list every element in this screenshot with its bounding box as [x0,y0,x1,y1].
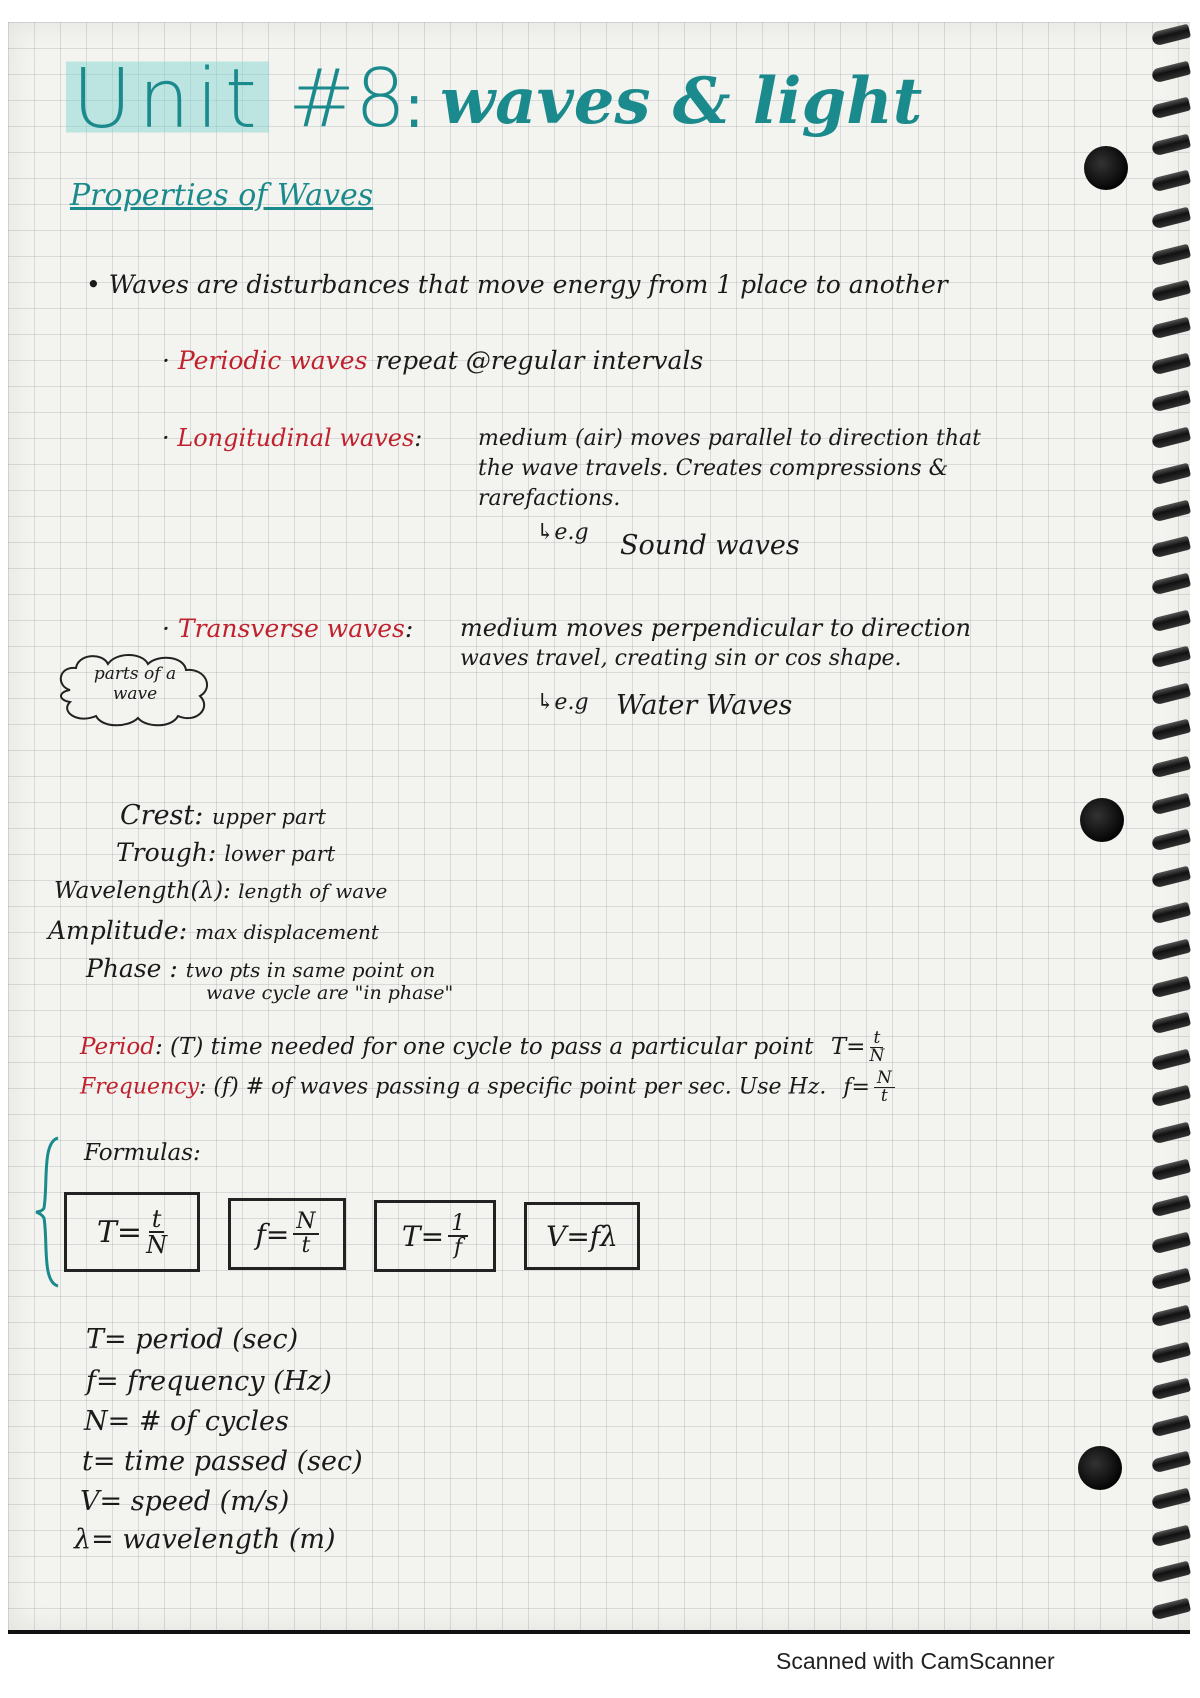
formulas-label: Formulas: [84,1140,201,1166]
term-periodic: Periodic waves [177,346,368,375]
cloud-label-line-1: parts of a [93,664,177,684]
spiral-coil [1151,170,1191,193]
spiral-coil [1151,792,1191,815]
spiral-coil [1151,207,1191,230]
part-amplitude [48,916,379,945]
part-term: Trough: [116,838,217,867]
formula-lhs: T= [401,1219,445,1253]
term-period: Period [80,1034,155,1060]
part-trough [116,838,335,867]
spiral-coil [1151,536,1191,559]
period-fraction [869,1030,884,1065]
fraction-denominator: N [146,1231,168,1259]
spiral-coil [1151,243,1191,266]
fraction-numerator: t [149,1207,165,1233]
spiral-coil [1151,24,1191,47]
spiral-coil [1151,1122,1191,1145]
intro-bullet-text: Waves are disturbances that move energy from 1 place to another [108,270,948,299]
part-def: max displacement [195,920,379,944]
part-term: Amplitude: [48,916,188,945]
part-term: Phase : [86,954,178,983]
variable-period: T= period (sec) [86,1324,299,1355]
term-frequency: Frequency [80,1074,199,1100]
spiral-coil [1151,353,1191,376]
fraction-numerator: t [870,1030,883,1048]
formula-box-period [64,1192,200,1272]
spiral-coil [1151,682,1191,705]
spiral-coil [1151,1268,1191,1291]
spiral-coil [1151,975,1191,998]
variable-speed: V= speed (m/s) [80,1486,290,1517]
spiral-coil [1151,646,1191,669]
spiral-coil [1151,573,1191,596]
spiral-coil [1151,390,1191,413]
spiral-coil [1151,1195,1191,1218]
page-edge [8,1630,1190,1634]
longitudinal-line-1: medium (air) moves parallel to direction that [478,426,981,451]
spiral-coil [1151,1414,1191,1437]
bullet-periodic: · Periodic waves repeat @regular intervals [162,346,704,375]
spiral-coil [1151,463,1191,486]
formula-fraction [146,1207,167,1257]
spiral-coil [1151,60,1191,83]
punch-hole [1084,146,1128,190]
formula-fraction [293,1211,318,1257]
spiral-coil [1151,756,1191,779]
part-def: length of wave [238,879,388,903]
transverse-example: Water Waves [616,690,793,721]
spiral-coil [1151,939,1191,962]
period-line [80,1030,884,1065]
scanner-watermark: Scanned with CamScanner [776,1648,1055,1674]
spiral-coil [1151,280,1191,303]
part-wavelength [54,878,387,904]
spiral-coil [1151,609,1191,632]
part-def: lower part [224,842,336,866]
frequency-text: : (f) # of waves passing a specific point per sec. Use Hz. [199,1074,827,1100]
formula-fraction [448,1213,468,1259]
fraction-numerator: N [293,1211,318,1235]
variable-wavelength: λ= wavelength (m) [74,1524,336,1555]
spiral-coil [1151,719,1191,742]
spiral-coil [1151,1231,1191,1254]
spiral-coil [1151,1048,1191,1071]
spiral-coil [1151,1451,1191,1474]
title-colon: : [404,72,425,142]
fraction-denominator: t [301,1233,311,1258]
transverse-line-1: medium moves perpendicular to direction [460,614,971,642]
spiral-coil [1151,1085,1191,1108]
title-number: #8 [288,52,406,145]
fraction-numerator: 1 [448,1213,468,1237]
fraction-numerator: N [874,1070,895,1088]
longitudinal-line-3: rarefactions. [478,486,621,511]
spiral-coil [1151,865,1191,888]
longitudinal-example: Sound waves [620,530,800,561]
longitudinal-eg: ↳e.g [536,520,589,545]
formula-lhs: T= [96,1214,143,1250]
spiral-coil [1151,1488,1191,1511]
spiral-coil [1151,133,1191,156]
frequency-formula-lhs: f= [843,1074,870,1100]
part-def: upper part [211,805,326,829]
section-heading: Properties of Waves [70,178,374,213]
term-longitudinal: Longitudinal waves [177,424,415,452]
spiral-coil [1151,499,1191,522]
formula-box-speed: V=fλ [524,1202,640,1270]
part-term: Wavelength(λ): [54,878,231,904]
cloud-label [60,664,210,704]
formula-lhs: f= [255,1217,290,1251]
spiral-coil [1151,1597,1191,1620]
period-formula-lhs: T= [830,1034,866,1060]
spiral-coil [1151,1305,1191,1328]
variable-time: t= time passed (sec) [82,1446,363,1477]
title-unit: Unit [66,52,269,147]
bullet-transverse: · Transverse waves: [162,614,414,643]
spiral-coil [1151,902,1191,925]
punch-hole [1080,798,1124,842]
transverse-colon: : [404,614,414,643]
variable-frequency: f= frequency (Hz) [86,1366,332,1397]
spiral-coil [1151,426,1191,449]
spiral-coil [1151,829,1191,852]
fraction-denominator: t [880,1086,888,1106]
spiral-coil [1151,1524,1191,1547]
spiral-coil [1151,1158,1191,1181]
part-crest [120,800,326,831]
fraction-denominator: N [869,1046,885,1066]
part-phase [86,954,435,983]
intro-bullet: • Waves are disturbances that move energy from 1 place to another [86,270,948,299]
title-topic: waves & light [440,64,923,139]
periodic-text: repeat @regular intervals [375,346,704,375]
spiral-coil [1151,97,1191,120]
formulas-brace [32,1134,66,1290]
spiral-binding [1150,22,1196,1622]
formula-box-inverse [374,1200,496,1272]
phase-line-2: wave cycle are "in phase" [206,982,454,1004]
longitudinal-colon: : [414,424,423,452]
longitudinal-line-2: the wave travels. Creates compressions & [478,456,949,481]
spiral-coil [1151,1341,1191,1364]
frequency-fraction [874,1070,895,1105]
spiral-coil [1151,1561,1191,1584]
fraction-denominator: f [453,1235,463,1260]
cloud-label-line-2: wave [112,684,158,704]
spiral-coil [1151,316,1191,339]
variable-cycles: N= # of cycles [84,1406,289,1437]
part-term: Crest: [120,800,204,831]
spiral-coil [1151,1012,1191,1035]
spiral-coil [1151,1378,1191,1401]
transverse-eg: ↳e.g [536,690,589,715]
punch-hole [1078,1446,1122,1490]
period-text: : (T) time needed for one cycle to pass a particular point [154,1034,814,1060]
formula-box-frequency [228,1198,346,1270]
bullet-longitudinal: · Longitudinal waves: [162,424,423,452]
part-def: two pts in same point on [185,958,436,982]
frequency-line [80,1070,895,1105]
term-transverse: Transverse waves [177,614,405,643]
transverse-line-2: waves travel, creating sin or cos shape. [460,646,902,671]
